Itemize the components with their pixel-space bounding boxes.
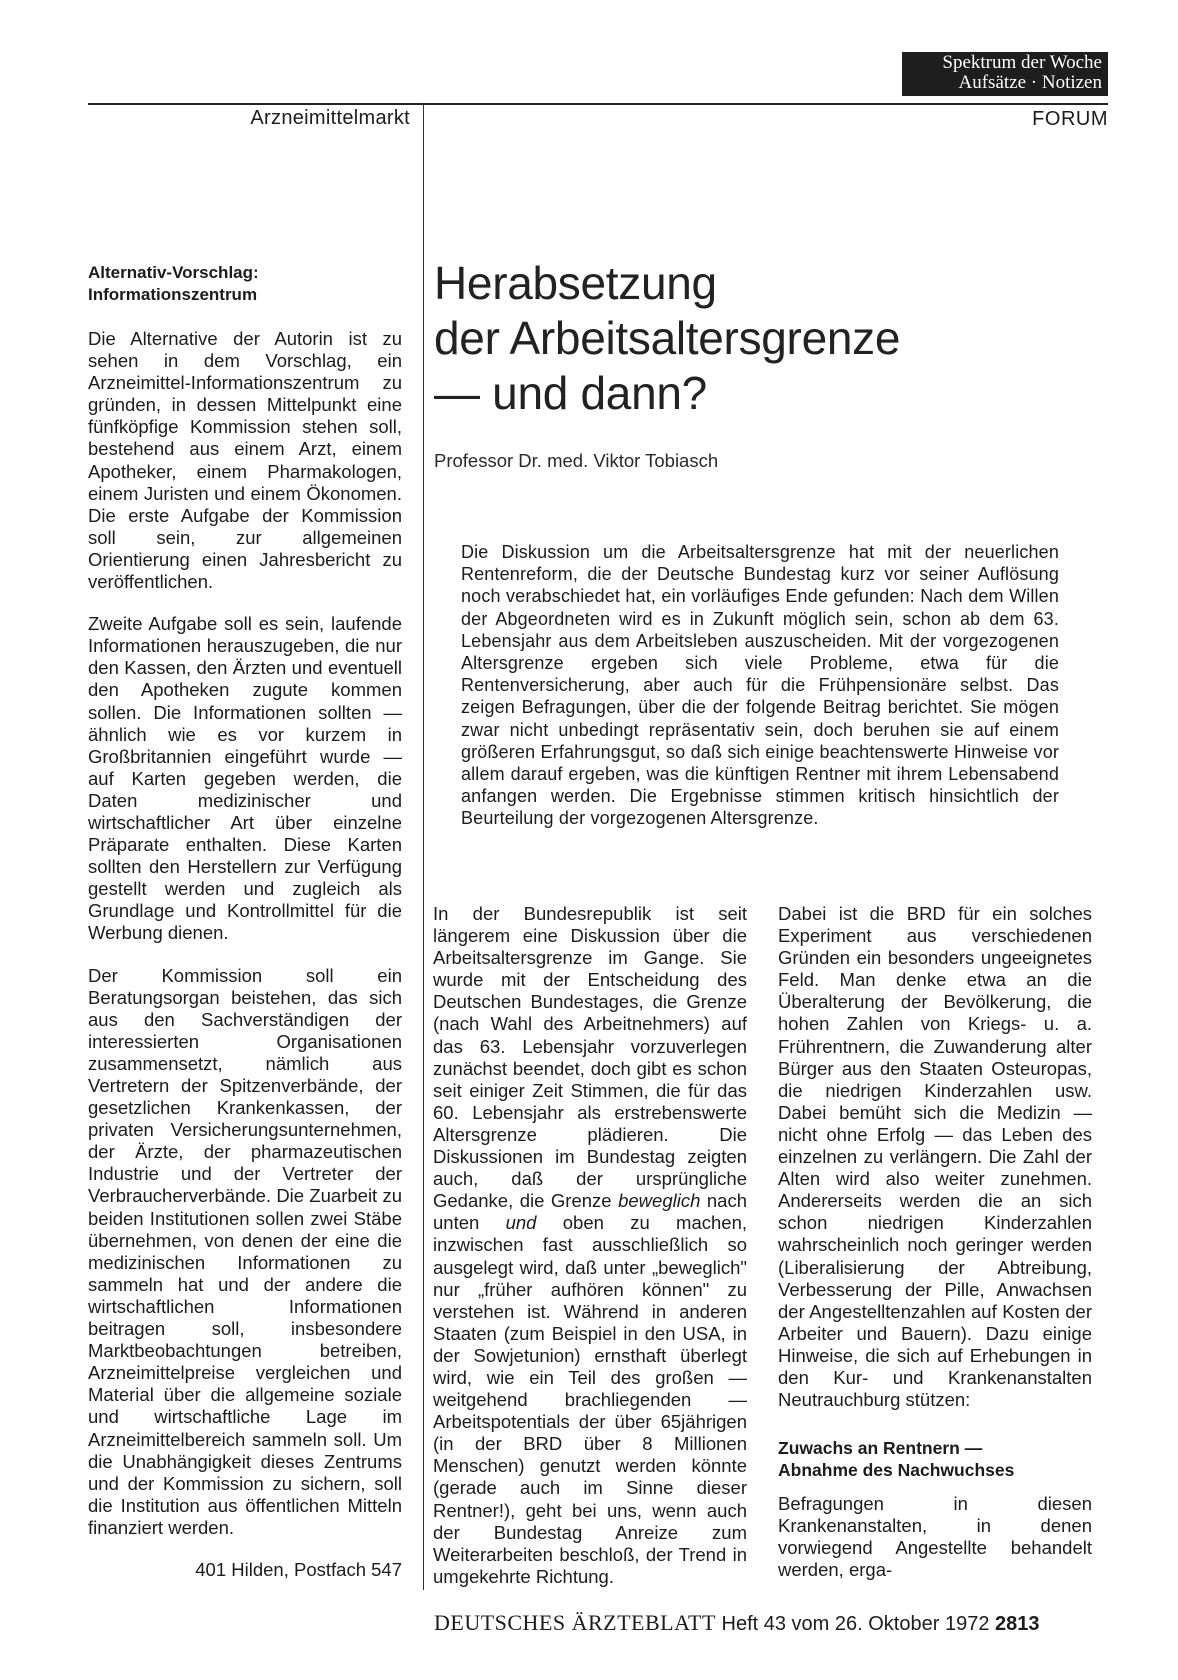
- article-author: Professor Dr. med. Viktor Tobiasch: [434, 450, 719, 471]
- middle-emphasis-2: und: [505, 1212, 537, 1234]
- right-subhead-line-2: Abnahme des Nachwuchses: [778, 1460, 1015, 1481]
- section-badge: [902, 52, 1108, 96]
- right-subhead-line-1: Zuwachs an Rentnern —: [778, 1438, 983, 1459]
- issue-info: Heft 43 vom 26. Oktober 1972: [721, 1613, 990, 1635]
- column-divider: [423, 103, 424, 1590]
- right-paragraph-1: Dabei ist die BRD für ein solches Experiment aus verschiedenen Gründen ein besonders ungeeignetes Feld. Man denke etwa an die Überalterung der Bevölkerung, die hohen Zahlen von Kriegs- u. a. Frührentnern, die Zuwanderung alter Bürger aus den Staaten Osteuropas, die niedrigen Kinderzahlen usw. Dabei bemüht sich die Medizin — nicht ohne Erfolg — das Leben des einzelnen zu verlängern. Die Zahl der Alten wird also weiter zunehmen. Andererseits werden die an sich schon niedrigen Kinderzahlen wahrscheinlich noch geringer werden (Liberalisierung der Abtreibung, Verbesserung der Pille, Anwachsen der Angestelltenzahlen auf Kosten der Arbeiter und Bauern). Dazu einige Hinweise, die sich auf Erhebungen in den Kur- und Krankenanstalten Neutrauchburg stützen:: [778, 903, 1092, 1411]
- title-line-3: — und dann?: [434, 367, 707, 419]
- title-line-2: der Arbeitsaltersgrenze: [434, 312, 901, 364]
- section-label-left: Arzneimittelmarkt: [250, 107, 410, 129]
- author-address: 401 Hilden, Postfach 547: [195, 1558, 402, 1580]
- left-subhead-line-1: Alternativ-Vorschlag:: [88, 263, 259, 282]
- article-lead: Die Diskussion um die Arbeitsaltersgrenze hat mit der neuerlichen Rentenreform, die der Deutsche Bundestag kurz vor seiner Auflösung noch verabschiedet hat, ein vorläufiges Ende gefunden: Nach dem Willen der Abgeordneten wird es in Zukunft möglich sein, schon ab dem 63. Lebensjahr aus dem Arbeitsleben auszuscheiden. Mit der vorgezogenen Altersgrenze ergeben sich viele Probleme, etwa für die Rentenversicherung, aber auch für die Frühpensionäre selbst. Das zeigen Befragungen, über die der folgende Beitrag berichtet. Sie mögen zwar nicht unbedingt repräsentativ sein, doch beruhen sie auf einem größeren Erfahrungsgut, so daß sich einige beachtenswerte Hinweise vor allem darauf ergeben, was die künftigen Rentner mit ihrem Lebensabend anfangen werden. Die Ergebnisse stimmen kritisch hinsichtlich der Beurteilung der vorgezogenen Altersgrenze.: [461, 542, 1059, 829]
- middle-emphasis-1: beweglich: [618, 1190, 701, 1212]
- journal-name: DEUTSCHES ÄRZTEBLATT: [434, 1610, 716, 1635]
- right-subhead: [778, 1437, 1092, 1481]
- left-subhead-line-2: Informationszentrum: [88, 285, 258, 304]
- left-paragraph-1: Die Alternative der Autorin ist zu sehen in dem Vorschlag, ein Arzneimittel-Informationszentrum zu gründen, in dessen Mittelpunkt eine fünfköpfige Kommission stehen soll, bestehend aus einem Arzt, einem Apotheker, einem Pharmakologen, einem Juristen und einem Ökonomen. Die erste Aufgabe der Kommission soll sein, zur allgemeinen Orientierung einen Jahresbericht zu veröffentlichen.: [88, 328, 402, 593]
- page-footer: [434, 1610, 1040, 1636]
- badge-line-2: Aufsätze · Notizen: [958, 72, 1102, 93]
- article-title: [434, 256, 1054, 421]
- title-line-1: Herabsetzung: [434, 257, 717, 309]
- section-label-right: FORUM: [1032, 108, 1108, 130]
- middle-text-c: oben zu machen, inzwischen fast ausschließlich so ausgelegt wird, daß unter „beweglich" nur „früher aufhören können" zu verstehen ist. Während in anderen Staaten (zum Beispiel in den USA, in der Sowjetunion) ernsthaft überlegt wird, wie ein Teil des großen — weitgehend brachliegenden — Arbeitspotentials der über 65jährigen (in der BRD über 8 Millionen Menschen) genutzt werden könnte (gerade auch im Sinne dieser Rentner!), geht bei uns, wenn auch der Bundestag Anreize zum Weiterarbeiten beschloß, der Trend in umgekehrte Richtung.: [433, 1212, 747, 1587]
- left-paragraph-3: Der Kommission soll ein Beratungsorgan beistehen, das sich aus den Sachverständigen der interessierten Organisationen zusammensetzt, nämlich aus Vertretern der Spitzenverbände, der gesetzlichen Krankenkassen, der privaten Versicherungsunternehmen, der Ärzte, der pharmazeutischen Industrie und der Vertreter der Verbraucherverbände. Die Zuarbeit zu beiden Institutionen sollen zwei Stäbe übernehmen, von denen der eine die medizinischen Informationen zu sammeln hat und der andere die wirtschaftlichen Informationen beitragen soll, insbesondere Marktbeobachtungen betreiben, Arzneimittelpreise vergleichen und Material über die allgemeine soziale und wirtschaftliche Lage im Arzneimittelbereich sammeln soll. Um die Unabhängigkeit dieses Zentrums und der Kommission zu sichern, soll die Institution aus öffentlichen Mitteln finanziert werden.: [88, 964, 402, 1538]
- left-column: [88, 262, 402, 1601]
- left-paragraph-2: Zweite Aufgabe soll es sein, laufende Informationen herauszugeben, die nur den Kassen, den Ärzten und eventuell den Apotheken zugute kommen sollen. Die Informationen sollten — ähnlich wie es vor kurzem in Großbritannien eingeführt wurde — auf Karten gegeben werden, die Daten medizinischer und wirtschaftlicher Art über einzelne Präparate enthalten. Diese Karten sollten den Herstellern zur Verfügung gestellt werden und zugleich als Grundlage und Kontrollmittel für die Werbung dienen.: [88, 613, 402, 944]
- middle-paragraph: [433, 903, 747, 1588]
- middle-column: [433, 903, 747, 1608]
- page-number: 2813: [995, 1613, 1040, 1635]
- badge-line-1: Spektrum der Woche: [942, 52, 1102, 73]
- middle-text-b: nach unten: [433, 1190, 747, 1234]
- left-subhead: [88, 262, 402, 306]
- header-rule: [88, 103, 1108, 105]
- right-column: [778, 903, 1092, 1582]
- right-paragraph-2: Befragungen in diesen Krankenanstalten, in denen vorwiegend Angestellte behandelt werden, erga-: [778, 1493, 1092, 1581]
- middle-text-a: In der Bundesrepublik ist seit längerem eine Diskussion über die Arbeitsaltersgrenze im Gange. Sie wurde mit der Entscheidung des Deutschen Bundestages, die Grenze (nach Wahl des Arbeitnehmers) auf das 63. Lebensjahr vorzuverlegen zunächst beendet, doch gibt es schon seit einiger Zeit Stimmen, die für das 60. Lebensjahr als erstrebenswerte Altersgrenze plädieren. Die Diskussionen im Bundestag zeigten auch, daß der ursprüngliche Gedanke, die Grenze: [433, 903, 747, 1212]
